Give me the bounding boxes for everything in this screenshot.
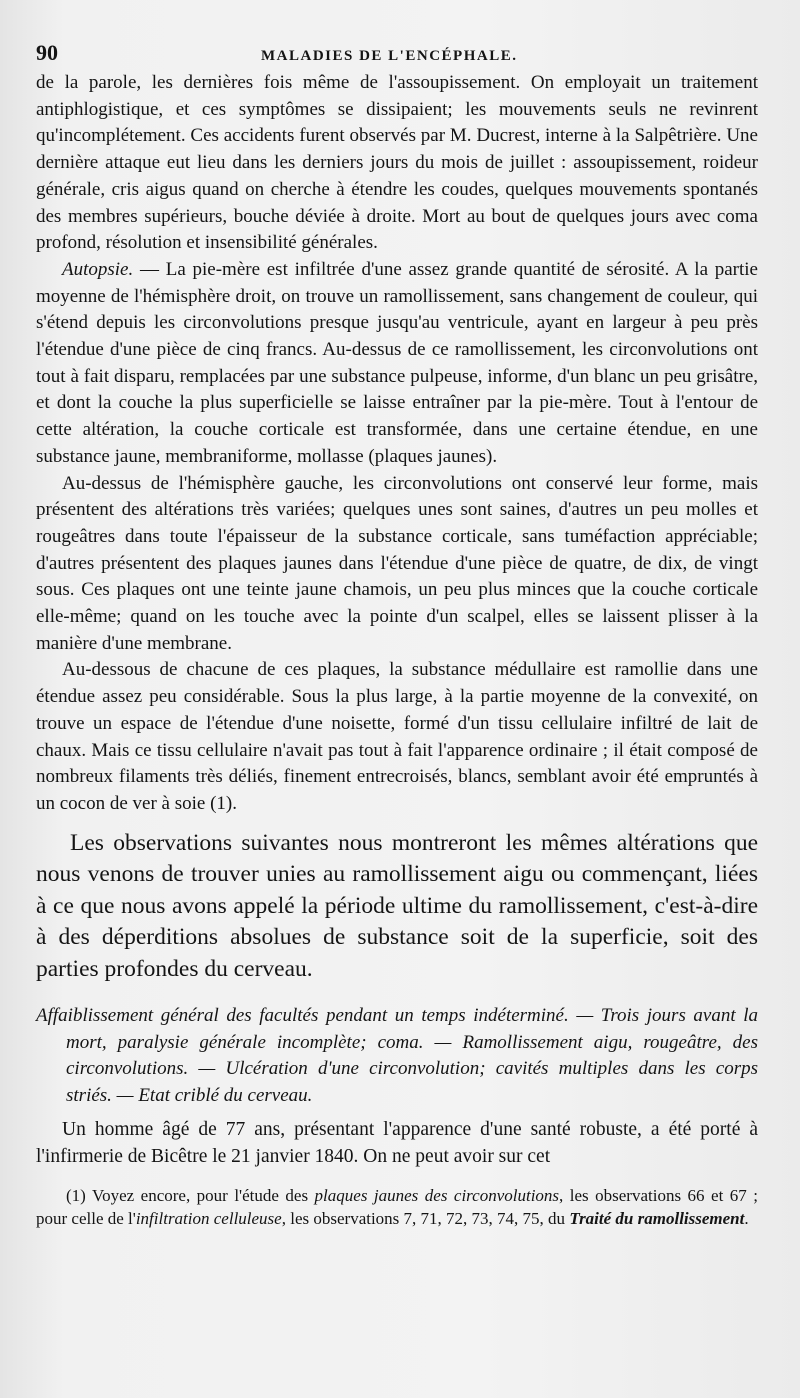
page-header — [36, 40, 758, 70]
case-paragraph: Un homme âgé de 77 ans, présentant l'apparence d'une santé robuste, a été porté à l'infirmerie de Bicêtre le 21 janvier 1840. On ne peut avoir sur cet — [36, 1119, 758, 1167]
autopsie-paragraph — [36, 257, 758, 471]
paragraph: de la parole, les dernières fois même de l'assoupissement. On employait un traitement antiphlogistique, et ces symptômes se dissipaient; les mouvements seuls ne revinrent qu'incomplétement. Ces accidents furent observés par M. Ducrest, interne à la Salpêtrière. Une dernière attaque eut lieu dans les derniers jours du mois de juillet : assoupissement, roideur générale, cris aigus quand on cherche à étendre les coudes, quelques mouvements spontanés des membres supérieurs, bouche déviée à droite. Mort au bout de quelques jours avec coma profond, résolution et insensibilité générales. — [36, 72, 758, 254]
running-title: MALADIES DE L'ENCÉPHALE. — [261, 48, 518, 64]
observation-body — [36, 70, 758, 818]
paragraph: Au-dessous de chacune de ces plaques, la substance médullaire est ramollie dans une étendue assez peu considérable. Sous la plus large, à la partie moyenne de la convexité, on trouve un espace de l'étendue d'une noisette, formé d'un tissu cellulaire infiltré de lait de chaux. Mais ce tissu cellulaire n'avait pas tout à fait l'apparence ordinaire ; il était composé de nombreux filaments très déliés, finement entrecroisés, blancs, semblant avoir été empruntés à un cocon de ver à soie (1). — [36, 659, 758, 814]
case-summary: Affaiblissement général des facultés pendant un temps indéterminé. — Trois jours avant la mort, paralysie générale incomplète; coma. — Ramollissement aigu, rougeâtre, des circonvolutions. — Ulcération d'une circonvolution; cavités multiples dans les corps striés. — Etat criblé du cerveau. — [36, 1005, 758, 1106]
footnote-italic: infiltration celluleuse — [135, 1209, 282, 1229]
page-number: 90 — [36, 40, 58, 65]
footnote-part: , les observations 66 et 67 ; pour celle de l' — [36, 1186, 758, 1229]
footnote — [36, 1184, 758, 1230]
intro-paragraph: Les observations suivantes nous montreront les mêmes altérations que nous venons de trouver unies au ramollissement aigu ou commençant, liées à ce que nous avons appelé la période ultime du ramollissement, c'est-à-dire à des déperditions absolues de substance soit de la superficie, soit des parties profondes du cerveau. — [36, 829, 758, 982]
footnote-part: , les observations 7, 71, 72, 73, 74, 75, du — [281, 1209, 570, 1229]
case-section — [36, 1117, 758, 1170]
paragraph: Au-dessus de l'hémisphère gauche, les circonvolutions ont conservé leur forme, mais présentent des altérations très variées; quelques unes sont saines, d'autres un peu molles et rougeâtres dans toute l'épaisseur de la substance corticale, sans tuméfaction appréciable; d'autres présentent des plaques jaunes dans l'étendue d'une pièce de quatre, de dix, de vingt sous. Ces plaques ont une teinte jaune chamois, un peu plus minces que la couche corticale elle-même; quand on les touche avec la pointe d'un scalpel, elles se laissent plisser à la manière d'une membrane. — [36, 472, 758, 654]
footnote-part: . — [744, 1209, 749, 1229]
autopsie-lead: Autopsie. — [62, 258, 134, 280]
footnote-part: (1) Voyez encore, pour l'étude des — [66, 1186, 315, 1206]
footnote-italic: Traité du ramollissement — [569, 1209, 745, 1229]
autopsie-text: — La pie-mère est infiltrée d'une assez grande quantité de sérosité. A la partie moyenne de l'hémisphère droit, on trouve un ramollissement, sans changement de couleur, qui s'étend depuis les circonvolutions presque jusqu'au ventricule, ayant en largeur à peu près l'étendue d'une pièce de cinq francs. Au-dessus de ce ramollissement, les circonvolutions ont tout à fait disparu, remplacées par une substance pulpeuse, informe, d'un blanc un peu grisâtre, et dont la couche la plus superficielle se laisse entraîner par la pie-mère. Tout à l'entour de cette altération, la couche corticale est transformée, dans une certaine étendue, en une substance jaune, membraniforme, mollasse (plaques jaunes). — [36, 258, 758, 467]
footnote-italic: plaques jaunes des circonvolutions — [314, 1186, 560, 1206]
intro-section — [36, 828, 758, 986]
